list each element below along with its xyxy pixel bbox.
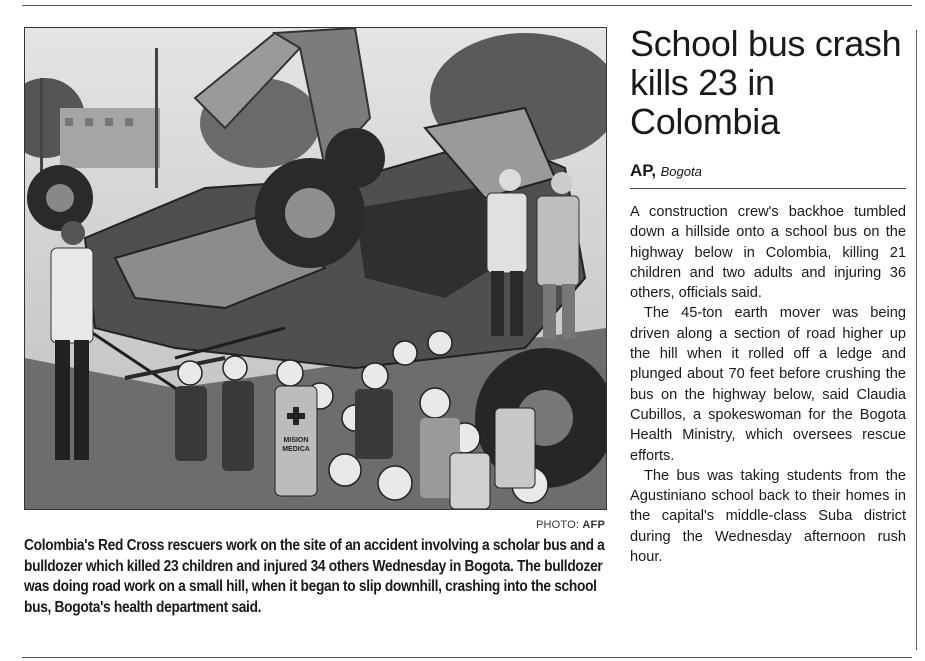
vest-text-line2: MEDICA xyxy=(282,446,310,453)
bottom-rule xyxy=(22,657,912,658)
byline xyxy=(630,161,702,181)
vest-text-line1: MISION xyxy=(283,437,309,444)
headline: School bus crash kills 23 in Colombia xyxy=(630,23,902,142)
photo-credit xyxy=(24,519,605,531)
crash-scene-illustration xyxy=(25,28,606,509)
photo-credit-label: PHOTO: xyxy=(535,519,580,531)
article-body xyxy=(630,202,906,567)
article-paragraph: The 45-ton earth mover was being driven along a section of road higher up the hill when it rolled off a ledge and plunged about 70 feet before crushing the bus on the highway below, said Claudia Cubillos, a spokeswoman for the Bogota Health Ministry, which oversees rescue efforts. xyxy=(630,305,906,464)
column-rule xyxy=(916,30,917,650)
dateline: Bogota xyxy=(660,164,702,179)
news-photo xyxy=(24,27,607,510)
agency: AP, xyxy=(630,161,657,180)
byline-rule xyxy=(630,188,906,189)
top-rule xyxy=(22,5,912,6)
article-paragraph: The bus was taking students from the Agustiniano school back to their homes in the capital's middle-class Suba district during the Wednesday afternoon rush hour. xyxy=(630,467,906,566)
photo-caption: Colombia's Red Cross rescuers work on the site of an accident involving a scholar bus and a bulldozer which killed 23 children and injured 34 others Wednesday in Bogota. The bulldozer was doing road work on a small hill, when it began to slip downhill, crashing into the school bus, Bogota's health department said. xyxy=(24,537,605,616)
article-paragraph: A construction crew's backhoe tumbled down a hillside onto a school bus on the highway below in Colombia, killing 21 children and two adults and injuring 36 others, officials said. xyxy=(630,204,906,302)
photo-credit-source: AFP xyxy=(582,519,605,531)
